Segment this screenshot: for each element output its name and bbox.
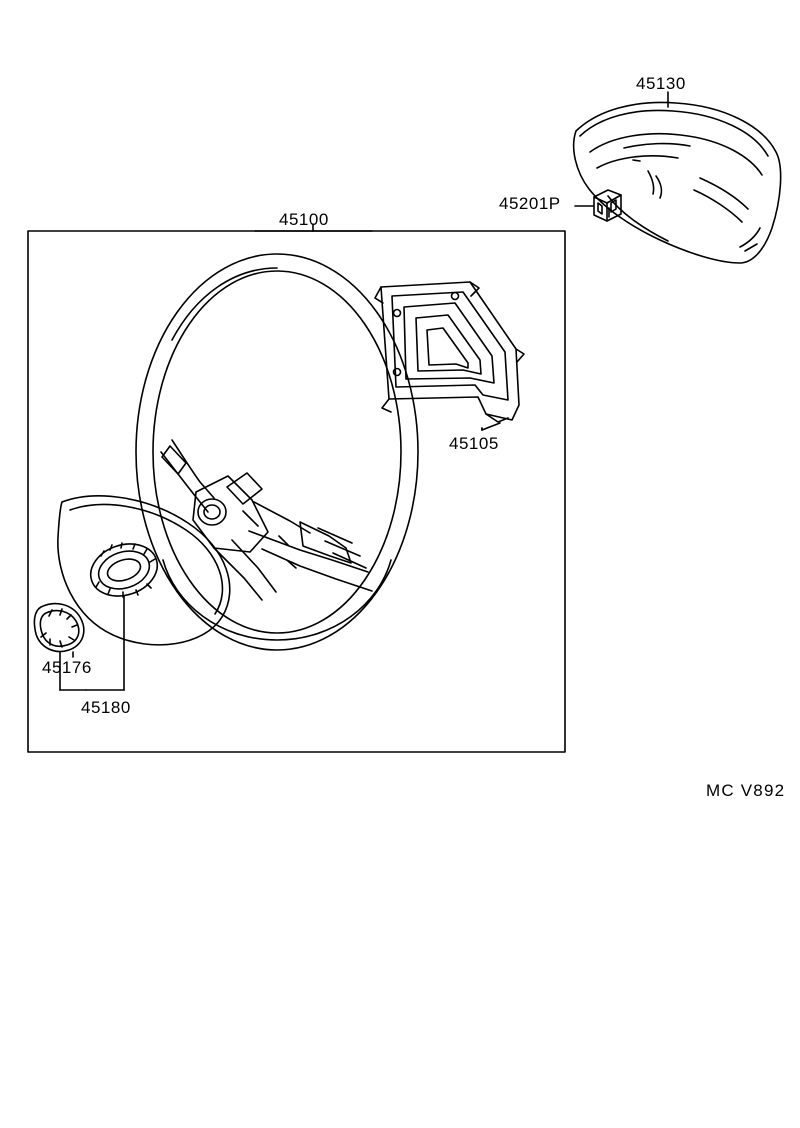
part-45130-horn-pad <box>574 92 781 263</box>
part-label-45130: 45130 <box>636 74 686 93</box>
diagram-footer-code: MC V892 <box>706 781 786 800</box>
part-label-45180: 45180 <box>81 698 131 717</box>
part-label-45201p: 45201P <box>499 194 561 213</box>
part-label-45100: 45100 <box>279 210 329 229</box>
part-label-45105: 45105 <box>449 434 499 453</box>
part-label-45176: 45176 <box>42 658 92 677</box>
part-45201p-clip <box>575 190 621 221</box>
